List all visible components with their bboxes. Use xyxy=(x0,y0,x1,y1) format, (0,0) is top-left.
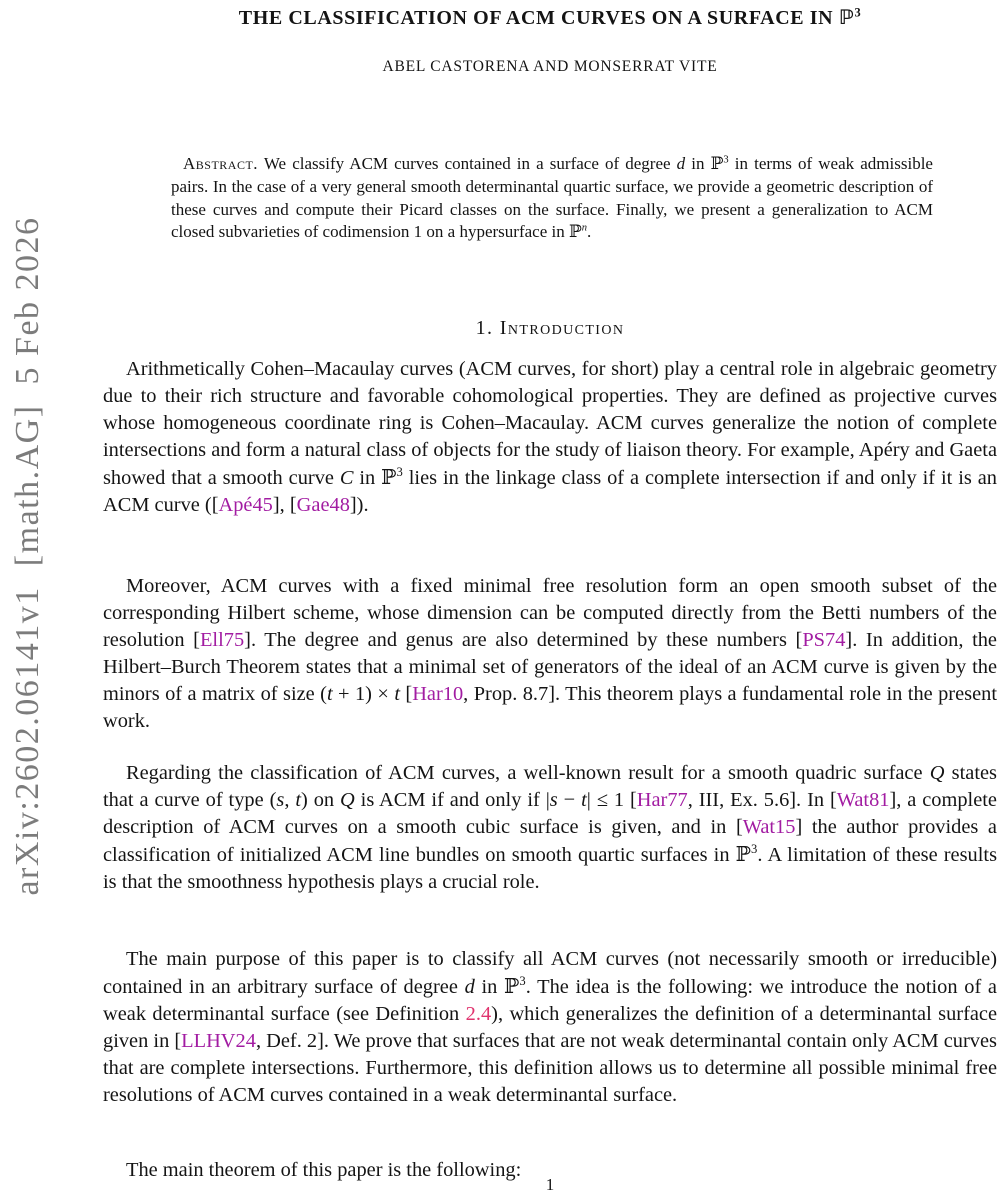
blackboard-p-symbol: ℙ xyxy=(381,465,397,489)
text-run: Arithmetically Cohen–Macaulay curves (ACM curves, for short) play a central role in algebraic geometry due to their rich structure and favorable cohomological properties. They are defined as projective curves whose homogeneous coordinate ring is Cohen–Macaulay. ACM curves generalize the notion of complete intersections and form a natural class of objects for the study of liaison theory. For example, Apéry and Gaeta showed that a smooth curve xyxy=(103,358,997,489)
citation-link[interactable]: Gae48 xyxy=(296,494,350,516)
text-run: ) on xyxy=(301,789,341,811)
math-variable: t xyxy=(581,789,587,811)
text-run: , Def. 2]. We prove that surfaces that are not weak determinantal contain only ACM curves that are complete intersections. Furthermore, this definition allows us to determine all possible minimal free resolutions of ACM curves contained in a weak determinantal surface. xyxy=(103,1030,997,1106)
text-run: ] the author provides a classification of initialized ACM line bundles on smooth quartic surfaces in xyxy=(103,816,997,866)
text-run: lies in the linkage class of a complete intersection if and only if it is an ACM curve ([ xyxy=(103,467,997,516)
citation-link[interactable]: Har10 xyxy=(412,683,464,705)
paragraph-2 xyxy=(103,573,997,735)
text-run: ]. The degree and genus are also determined by these numbers [ xyxy=(244,629,803,651)
text-run: We classify ACM curves contained in a surface of degree xyxy=(258,154,677,173)
text-run: ]). xyxy=(349,494,369,516)
superscript: 3 xyxy=(723,154,729,166)
math-variable: t xyxy=(295,789,301,811)
text-run: Regarding the classification of ACM curves, a well-known result for a smooth quadric surface xyxy=(126,762,930,784)
math-variable: d xyxy=(464,976,475,998)
math-variable: Q xyxy=(340,789,355,811)
paragraph-3 xyxy=(103,760,997,896)
superscript: 3 xyxy=(519,974,526,989)
superscript: 3 xyxy=(396,465,403,480)
text-run: ]. In addition, the Hilbert–Burch Theorem states that a minimal set of generators of the ideal of an ACM curve is given by the minors of a matrix of size ( xyxy=(103,629,997,705)
text-run: , xyxy=(284,789,296,811)
text-run: ], [ xyxy=(272,494,297,516)
citation-link[interactable]: LLHV24 xyxy=(181,1030,256,1052)
text-run: The main purpose of this paper is to classify all ACM curves (not necessarily smooth or irreducible) contained in an arbitrary surface of degree xyxy=(103,948,997,998)
text-run: . A limitation of these results is that the smoothness hypothesis plays a crucial role. xyxy=(103,844,997,893)
math-variable: s xyxy=(276,789,285,811)
math-variable: t xyxy=(394,683,400,705)
math-variable: s xyxy=(549,789,558,811)
reference-link[interactable]: 2.4 xyxy=(465,1003,492,1025)
citation-link[interactable]: Wat15 xyxy=(742,816,796,838)
text-run: in xyxy=(474,976,505,998)
arxiv-stamp-link[interactable]: arXiv:2602.06141v1 [math.AG] 5 Feb 2026 xyxy=(9,216,46,896)
citation-link[interactable]: Har77 xyxy=(636,789,688,811)
blackboard-p-symbol: ℙ xyxy=(735,842,752,866)
text-run: , Prop. 8.7]. This theorem plays a fundamental role in the present work. xyxy=(103,683,997,732)
superscript: 3 xyxy=(854,5,862,20)
text-run: is ACM if and only if | xyxy=(354,789,550,811)
abstract-label: Abstract. xyxy=(183,154,259,173)
text-run: The main theorem of this paper is the following: xyxy=(126,1159,522,1181)
blackboard-p-symbol: ℙ xyxy=(710,154,724,174)
text-run: . The idea is the following: we introduce the notion of a weak determinantal surface (see Definition xyxy=(103,976,997,1025)
citation-link[interactable]: Wat81 xyxy=(836,789,890,811)
text-run: ), which generalizes the definition of a determinantal surface given in [ xyxy=(103,1003,998,1052)
superscript-math: n xyxy=(581,222,588,234)
blackboard-p-symbol: ℙ xyxy=(504,974,520,998)
math-variable: Q xyxy=(929,762,945,784)
math-variable: C xyxy=(339,467,354,489)
text-run: − xyxy=(557,789,582,811)
text-run: + 1) × xyxy=(332,683,395,705)
text-run: . xyxy=(587,222,592,242)
text-run: [ xyxy=(399,683,413,705)
paper-content xyxy=(103,0,997,1200)
paragraph-1 xyxy=(103,356,997,519)
blackboard-p-symbol: ℙ xyxy=(838,5,855,29)
page-number: 1 xyxy=(545,1175,555,1194)
superscript: 3 xyxy=(751,842,758,857)
blackboard-p-symbol: ℙ xyxy=(568,222,582,243)
section-heading-introduction: 1. Introduction xyxy=(475,317,625,339)
paper-authors: ABEL CASTORENA AND MONSERRAT VITE xyxy=(382,58,718,75)
math-variable: d xyxy=(676,154,686,173)
text-run: THE CLASSIFICATION OF ACM CURVES ON A SURFACE IN xyxy=(238,7,839,29)
text-run: states that a curve of type ( xyxy=(103,762,997,811)
text-run: , III, Ex. 5.6]. In [ xyxy=(687,789,837,811)
citation-link[interactable]: PS74 xyxy=(802,629,846,651)
text-run: in terms of weak admissible pairs. In the case of a very general smooth determinantal quartic surface, we provide a geometric description of these curves and compute their Picard classes on the surface. Finally, we present a generalization to ACM closed subvarieties of codimension 1 on a hypersurface in xyxy=(171,154,933,242)
text-run: | ≤ 1 [ xyxy=(586,789,637,811)
citation-link[interactable]: Ell75 xyxy=(199,629,245,651)
paragraph-4 xyxy=(103,946,997,1109)
citation-link[interactable]: Apé45 xyxy=(218,494,273,516)
text-run: ], a complete description of ACM curves on a smooth cubic surface is given, and in [ xyxy=(103,789,997,838)
math-variable: t xyxy=(326,683,333,705)
text-run: in xyxy=(353,467,382,489)
body-paragraphs xyxy=(103,0,997,1200)
text-run: Moreover, ACM curves with a fixed minimal free resolution form an open smooth subset of the corresponding Hilbert scheme, whose dimension can be computed directly from the Betti numbers of the resolution [ xyxy=(103,575,997,651)
text-run: in xyxy=(685,154,711,173)
